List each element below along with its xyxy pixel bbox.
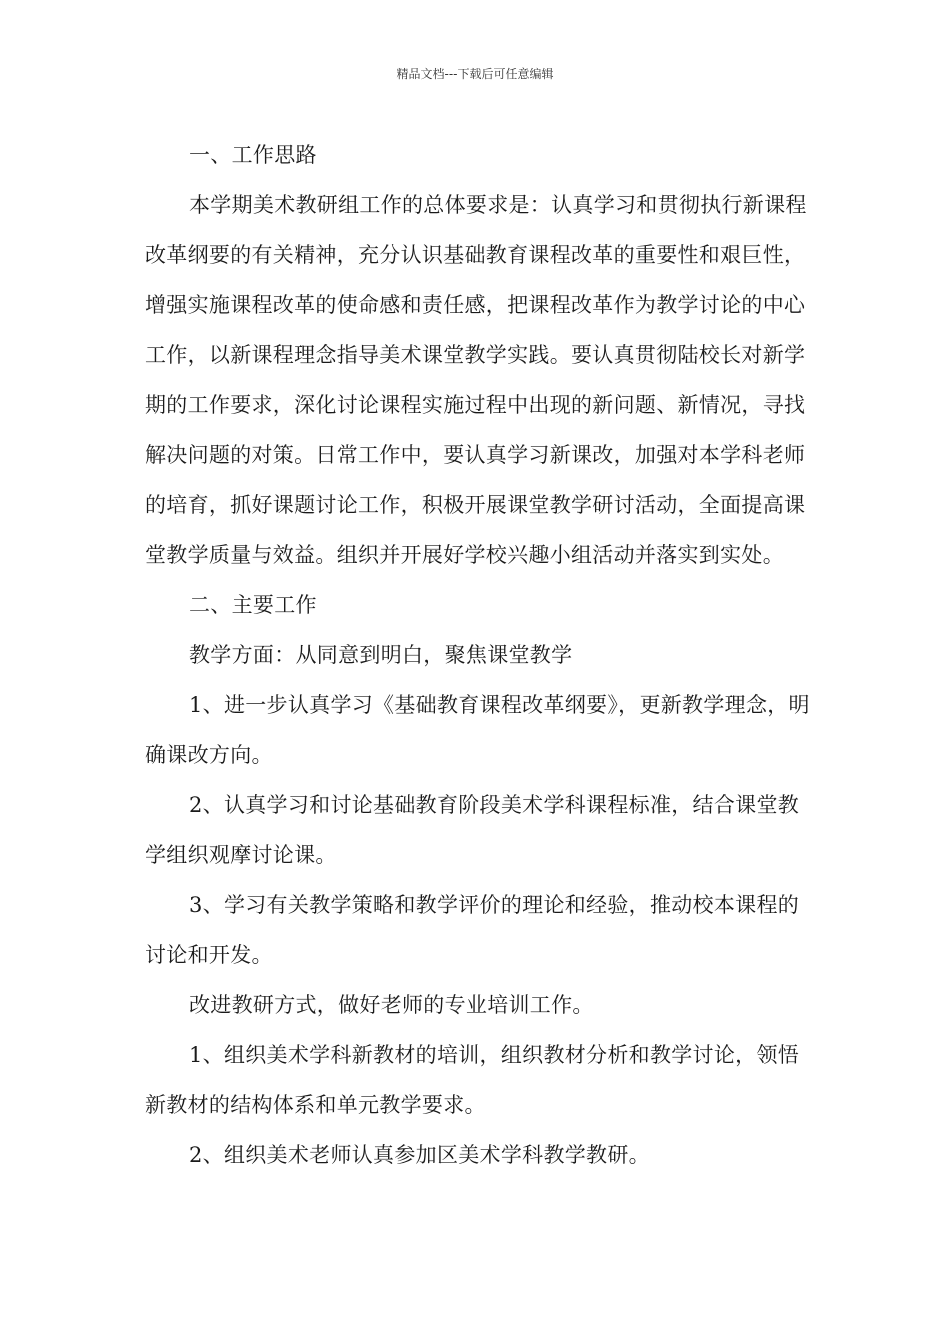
list-item-research-2: 2、组织美术老师认真参加区美术学科教学教研。 bbox=[189, 1143, 650, 1167]
list-item-teaching-3: 3、学习有关教学策略和教学评价的理论和经验，推动校本课程的讨论和开发。 bbox=[145, 893, 800, 967]
list-item-teaching-1: 1、进一步认真学习《基础教育课程改革纲要》，更新教学理念，明确课改方向。 bbox=[145, 693, 810, 767]
section-heading-work-approach: 一、工作思路 bbox=[189, 143, 317, 167]
section-heading-main-work: 二、主要工作 bbox=[189, 593, 317, 617]
list-item-research-1: 1、组织美术学科新教材的培训，组织教材分析和教学讨论，领悟新教材的结构体系和单元教学要求。 bbox=[145, 1043, 800, 1117]
list-item-teaching-2: 2、认真学习和讨论基础教育阶段美术学科课程标准，结合课堂教学组织观摩讨论课。 bbox=[145, 793, 800, 867]
paragraph-overall-requirements: 本学期美术教研组工作的总体要求是：认真学习和贯彻执行新课程改革纲要的有关精神，充分认识基础教育课程改革的重要性和艰巨性，增强实施课程改革的使命感和责任感，把课程改革作为教学讨论的中心工作，以新课程理念指导美术课堂教学实践。要认真贯彻陆校长对新学期的工作要求，深化讨论课程实施过程中出现的新问题、新情况，寻找解决问题的对策。日常工作中，要认真学习新课改，加强对本学科老师的培育，抓好课题讨论工作，积极开展课堂教学研讨活动，全面提高课堂教学质量与效益。组织并开展好学校兴趣小组活动并落实到实处。 bbox=[145, 193, 807, 567]
document-body bbox=[145, 130, 817, 1180]
subheading-teaching: 教学方面：从同意到明白，聚焦课堂教学 bbox=[189, 643, 573, 667]
page-header: 精品文档---下载后可任意编辑 bbox=[396, 67, 554, 81]
subheading-research: 改进教研方式，做好老师的专业培训工作。 bbox=[189, 993, 594, 1017]
